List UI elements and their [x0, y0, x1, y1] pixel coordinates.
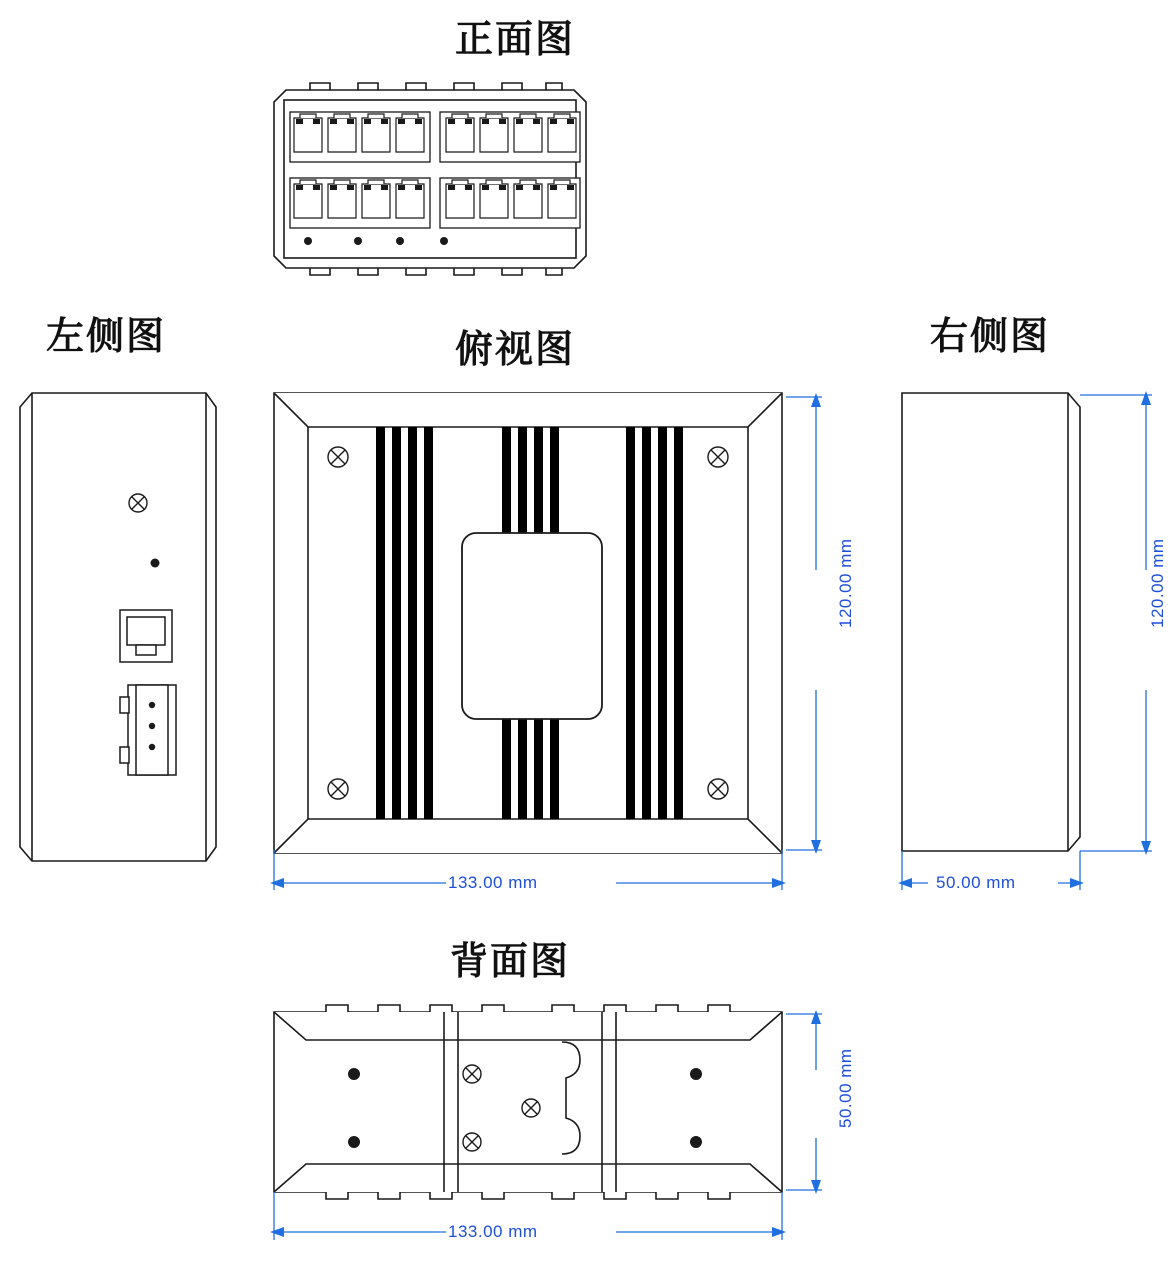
right-height-dimension-label: 120.00 mm [1148, 538, 1167, 628]
front-view-drawing [270, 78, 590, 283]
left-view-drawing [10, 385, 225, 870]
top-view-title: 俯视图 [455, 329, 576, 371]
back-view-dimensions [266, 1002, 826, 1260]
right-view-title: 右侧图 [930, 316, 1051, 358]
top-width-dimension-label: 133.00 mm [448, 873, 538, 892]
back-width-dimension-label: 133.00 mm [448, 1222, 538, 1241]
top-height-dimension-label: 120.00 mm [836, 538, 855, 628]
front-view-title: 正面图 [455, 19, 576, 61]
terminal-block-icon [120, 685, 176, 775]
rj45-port-icon [120, 610, 172, 662]
left-view-title: 左侧图 [46, 316, 167, 358]
back-view-title: 背面图 [450, 941, 571, 983]
screw-cross-icon [129, 494, 147, 512]
right-width-dimension-label: 50.00 mm [936, 873, 1016, 892]
top-view-dimensions [266, 385, 826, 915]
led-dot-icon [151, 559, 160, 568]
back-height-dimension-label: 50.00 mm [836, 1048, 855, 1128]
right-view-dimensions [890, 385, 1172, 915]
